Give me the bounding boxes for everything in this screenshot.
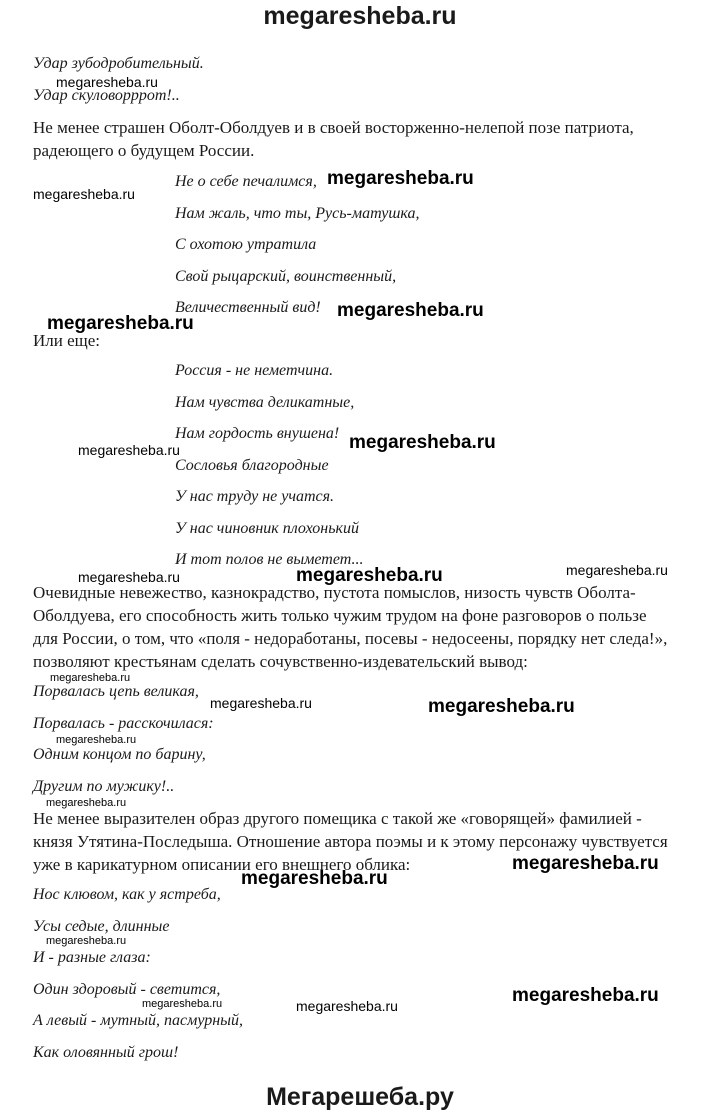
verse-line: У нас труду не учатся.: [175, 488, 335, 505]
verse-line: Удар скуловорррот!..: [33, 87, 180, 104]
watermark: megaresheba.ru: [512, 853, 659, 874]
paragraph-line: князя Утятина-Последыша. Отношение автора поэмы и к этому персонажу чувствуется: [33, 832, 668, 851]
verse-line: Нам жаль, что ты, Русь-матушка,: [175, 205, 420, 222]
verse-line: Свой рыцарский, воинственный,: [175, 268, 397, 285]
paragraph-line: Очевидные невежество, казнокрадство, пустота помыслов, низость чувств Оболта-: [33, 583, 636, 602]
verse-line: Величественный вид!: [175, 299, 321, 316]
watermark: megaresheba.ru: [241, 868, 388, 889]
verse-line: Один здоровый - светится,: [33, 981, 221, 998]
verse-line: Другим по мужику!..: [33, 778, 175, 795]
watermark: megaresheba.ru: [56, 734, 137, 746]
watermark: megaresheba.ru: [337, 300, 484, 321]
paragraph-line: позволяют крестьянам сделать сочувственно-издевательский вывод:: [33, 652, 528, 671]
watermark: megaresheba.ru: [327, 168, 474, 189]
verse-line: С охотою утратила: [175, 236, 317, 253]
paragraph-line: Оболдуева, его способность жить только чужим трудом на фоне разговоров о пользе: [33, 606, 647, 625]
verse-line: Нос клювом, как у ястреба,: [33, 886, 221, 903]
verse-line: Удар зубодробительный.: [33, 55, 204, 72]
watermark: megaresheba.ru: [210, 695, 312, 711]
watermark: megaresheba.ru: [296, 565, 443, 586]
verse-line: А левый - мутный, пасмурный,: [33, 1012, 243, 1029]
watermark: megaresheba.ru: [46, 935, 127, 947]
verse-line: Нам гордость внушена!: [175, 425, 340, 442]
watermark: megaresheba.ru: [46, 797, 127, 809]
paragraph-line: Не менее выразителен образ другого помещика с такой же «говорящей» фамилией -: [33, 809, 642, 828]
paragraph-line: уже в карикатурном описании его внешнего облика:: [33, 855, 411, 874]
verse-line: И - разные глаза:: [33, 949, 151, 966]
verse-line: Порвалась цепь великая,: [33, 683, 199, 700]
paragraph-line: радеющего о будущем России.: [33, 141, 255, 160]
verse-line: Не о себе печалимся,: [175, 173, 317, 190]
watermark: megaresheba.ru: [56, 74, 158, 90]
verse-line: Одним концом по барину,: [33, 746, 206, 763]
watermark: megaresheba.ru: [47, 313, 194, 334]
verse-line: Порвалась - расскочилася:: [33, 715, 214, 732]
verse-line: Как оловянный грош!: [33, 1044, 179, 1061]
verse-line: Нам чувства деликатные,: [175, 394, 355, 411]
watermark: megaresheba.ru: [428, 696, 575, 717]
watermark: megaresheba.ru: [50, 672, 131, 684]
site-header: megaresheba.ru: [263, 2, 457, 30]
verse-line: Сословья благородные: [175, 457, 329, 474]
verse-line: И тот полов не выметет...: [175, 551, 364, 568]
watermark: megaresheba.ru: [78, 442, 180, 458]
paragraph-line: Или еще:: [33, 331, 101, 350]
watermark: megaresheba.ru: [566, 562, 668, 578]
watermark: megaresheba.ru: [296, 998, 398, 1014]
verse-line: Усы седые, длинные: [33, 918, 170, 935]
watermark: megaresheba.ru: [142, 998, 223, 1010]
paragraph-line: для России, о том, что «поля - недоработаны, посевы - недосеены, порядку нет следа!»,: [33, 629, 668, 648]
paragraph-line: Не менее страшен Оболт-Оболдуев и в своей восторженно-нелепой позе патриота,: [33, 118, 634, 137]
watermark: megaresheba.ru: [33, 186, 135, 202]
watermark: megaresheba.ru: [349, 432, 496, 453]
watermark: megaresheba.ru: [78, 569, 180, 585]
watermark: megaresheba.ru: [512, 985, 659, 1006]
verse-line: Россия - не неметчина.: [175, 362, 334, 379]
site-footer: Мегарешеба.ру: [266, 1083, 454, 1111]
verse-line: У нас чиновник плохонький: [175, 520, 359, 537]
